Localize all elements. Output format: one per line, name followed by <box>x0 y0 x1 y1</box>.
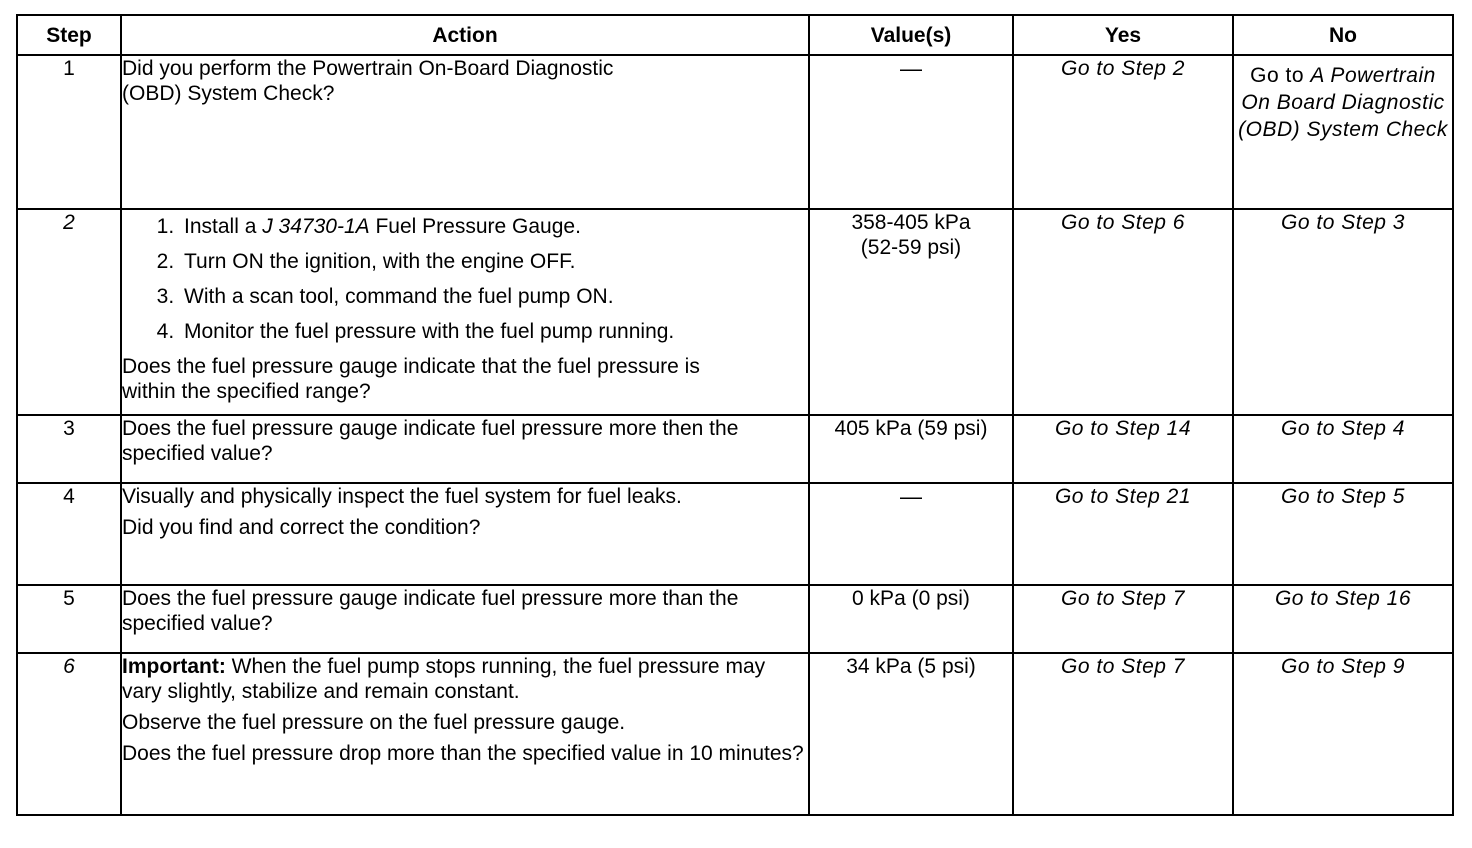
table-row <box>17 585 1453 653</box>
action-text: Visually and physically inspect the fuel system for fuel leaks. <box>122 485 682 508</box>
important-note <box>122 654 808 704</box>
important-label: Important: <box>122 655 226 678</box>
important-text: When the fuel pump stops running, the fuel pressure may vary slightly, stabilize and remain constant. <box>122 655 766 703</box>
table-row <box>17 415 1453 483</box>
step-number: 5 <box>17 585 121 653</box>
table-row <box>17 55 1453 209</box>
procedure-item: 2. Turn ON the ignition, with the engine OFF. <box>180 249 808 274</box>
procedure-item: 4. Monitor the fuel pressure with the fuel pump running. <box>180 319 808 344</box>
action-cell <box>121 483 809 585</box>
yes-cell[interactable]: Go to Step 6 <box>1013 209 1233 415</box>
question-text: Did you find and correct the condition? <box>122 516 481 539</box>
table-row <box>17 653 1453 815</box>
header-yes: Yes <box>1013 15 1233 55</box>
procedure-text: Fuel Pressure Gauge. <box>369 215 581 238</box>
value-cell: 34 kPa (5 psi) <box>809 653 1013 815</box>
header-row <box>17 15 1453 55</box>
no-cell[interactable]: Go to Step 9 <box>1233 653 1453 815</box>
value-cell: 358-405 kPa (52-59 psi) <box>809 209 1013 415</box>
no-cell[interactable]: Go to Step 16 <box>1233 585 1453 653</box>
header-step: Step <box>17 15 121 55</box>
step-number: 6 <box>17 653 121 815</box>
instruction-text: Observe the fuel pressure on the fuel pressure gauge. <box>122 711 626 734</box>
procedure-list <box>122 214 808 344</box>
yes-cell[interactable]: Go to Step 14 <box>1013 415 1233 483</box>
value-cell: — <box>809 483 1013 585</box>
diagnostic-table <box>16 14 1454 816</box>
yes-cell[interactable]: Go to Step 7 <box>1013 653 1233 815</box>
question-text: Does the fuel pressure gauge indicate that the fuel pressure is within the specified range? <box>122 355 700 403</box>
procedure-item <box>180 214 808 239</box>
no-cell[interactable] <box>1233 55 1453 209</box>
table-row <box>17 209 1453 415</box>
no-cell[interactable]: Go to Step 5 <box>1233 483 1453 585</box>
value-cell: — <box>809 55 1013 209</box>
action-cell <box>121 415 809 483</box>
action-cell <box>121 55 809 209</box>
no-cell[interactable]: Go to Step 3 <box>1233 209 1453 415</box>
step-number: 1 <box>17 55 121 209</box>
step-number: 2 <box>17 209 121 415</box>
header-action: Action <box>121 15 809 55</box>
yes-cell[interactable]: Go to Step 2 <box>1013 55 1233 209</box>
procedure-text: Install a <box>184 215 263 238</box>
yes-cell[interactable]: Go to Step 7 <box>1013 585 1233 653</box>
action-text: Does the fuel pressure gauge indicate fuel pressure more then the specified value? <box>122 417 739 465</box>
no-cell[interactable]: Go to Step 4 <box>1233 415 1453 483</box>
tool-reference: J 34730-1A <box>262 215 370 238</box>
step-number: 3 <box>17 415 121 483</box>
procedure-item: 3. With a scan tool, command the fuel pump ON. <box>180 284 808 309</box>
header-no: No <box>1233 15 1453 55</box>
question-text: Does the fuel pressure drop more than the specified value in 10 minutes? <box>122 742 804 765</box>
action-cell <box>121 209 809 415</box>
value-cell: 0 kPa (0 psi) <box>809 585 1013 653</box>
no-prefix: Go to <box>1250 64 1311 87</box>
no-link[interactable]: A Powertrain On Board Diagnostic (OBD) System Check <box>1238 64 1448 141</box>
action-text: Did you perform the Powertrain On-Board Diagnostic (OBD) System Check? <box>122 57 614 105</box>
action-cell <box>121 653 809 815</box>
table-row <box>17 483 1453 585</box>
yes-cell[interactable]: Go to Step 21 <box>1013 483 1233 585</box>
value-cell: 405 kPa (59 psi) <box>809 415 1013 483</box>
header-values: Value(s) <box>809 15 1013 55</box>
action-cell <box>121 585 809 653</box>
action-text: Does the fuel pressure gauge indicate fuel pressure more than the specified value? <box>122 587 739 635</box>
step-number: 4 <box>17 483 121 585</box>
